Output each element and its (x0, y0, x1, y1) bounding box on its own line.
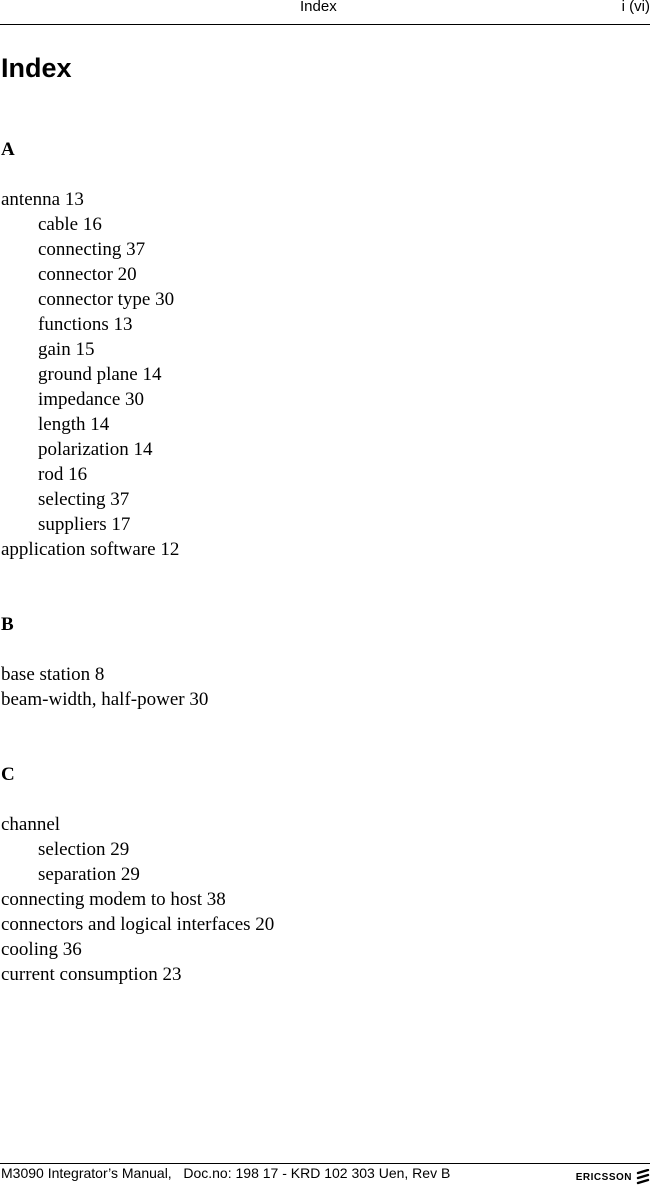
index-subentry: selection 29 (38, 839, 130, 860)
logo-wordmark: ERICSSON (575, 1171, 632, 1183)
index-entry: application software 12 (1, 539, 180, 560)
ericsson-mark-icon (636, 1169, 650, 1185)
index-subentry: functions 13 (38, 314, 133, 335)
index-entry: base station 8 (1, 664, 105, 685)
section-letter-c: C (1, 764, 15, 785)
running-footer (0, 1163, 650, 1183)
index-subentry: rod 16 (38, 464, 88, 485)
index-subentry: polarization 14 (38, 439, 153, 460)
index-subentry: connector 20 (38, 264, 137, 285)
ericsson-logo (576, 1168, 650, 1186)
index-subentry: suppliers 17 (38, 514, 131, 535)
index-subentry: length 14 (38, 414, 110, 435)
index-entry: current consumption 23 (1, 964, 182, 985)
index-entry: beam-width, half-power 30 (1, 689, 209, 710)
running-header (0, 0, 650, 25)
index-entry: channel (1, 814, 61, 835)
index-subentry: selecting 37 (38, 489, 130, 510)
index-subentry: ground plane 14 (38, 364, 162, 385)
page-title: Index (1, 53, 72, 83)
index-entry: connecting modem to host 38 (1, 889, 226, 910)
index-subentry: separation 29 (38, 864, 140, 885)
index-subentry: cable 16 (38, 214, 102, 235)
header-title: Index (300, 0, 337, 15)
index-entry: cooling 36 (1, 939, 82, 960)
footer-doc-info: M3090 Integrator’s Manual, Doc.no: 198 17 - KRD 102 303 Uen, Rev B (1, 1165, 451, 1181)
index-subentry: impedance 30 (38, 389, 145, 410)
index-subentry: gain 15 (38, 339, 95, 360)
header-page-number: i (vi) (621, 0, 650, 15)
section-letter-a: A (1, 139, 15, 160)
index-entry: antenna 13 (1, 189, 84, 210)
index-subentry: connecting 37 (38, 239, 146, 260)
index-subentry: connector type 30 (38, 289, 175, 310)
index-entry: connectors and logical interfaces 20 (1, 914, 275, 935)
section-letter-b: B (1, 614, 14, 635)
